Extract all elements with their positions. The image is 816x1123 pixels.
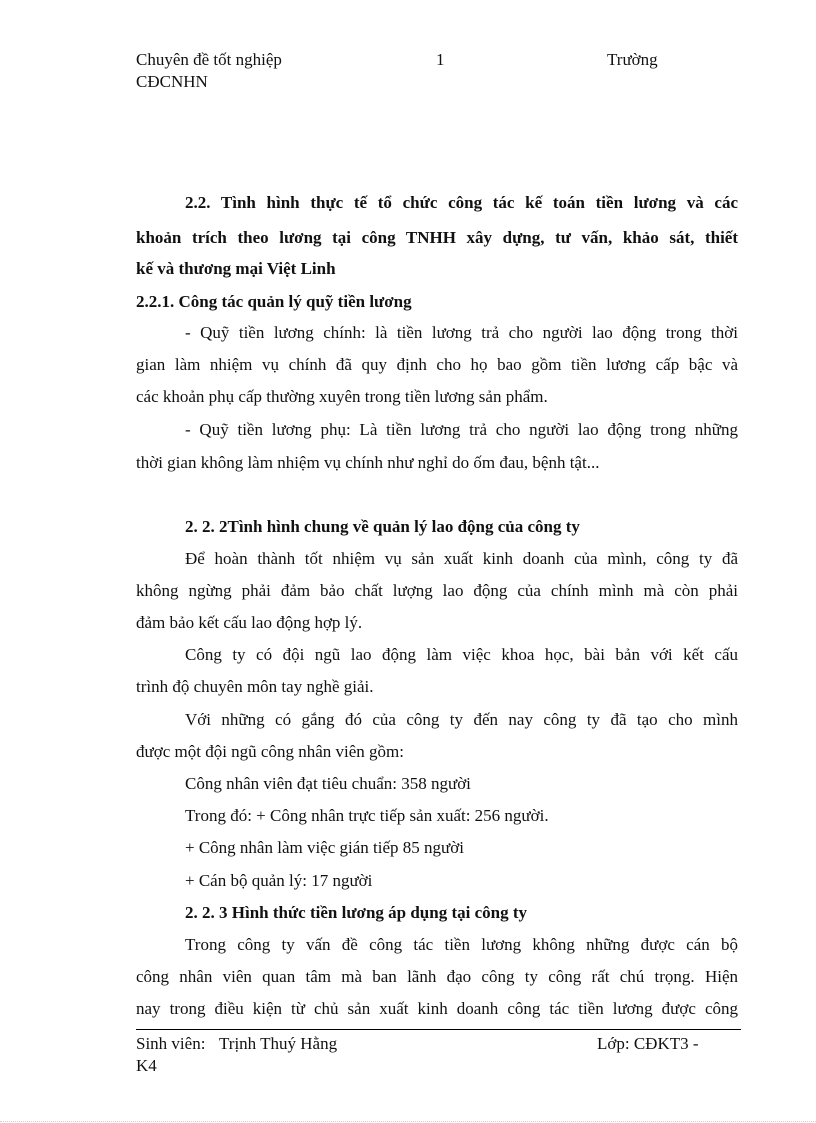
heading-2-2-1: 2.2.1. Công tác quản lý quỹ tiền lương xyxy=(136,292,412,311)
stat-managers: + Cán bộ quản lý: 17 người xyxy=(185,871,373,890)
section-title-line2: khoản trích theo lương tại công TNHH xây dựng, tư vấn, khảo sát, thiết xyxy=(136,228,738,247)
header-right: Trường xyxy=(607,50,658,69)
stat-total-staff: Công nhân viên đạt tiêu chuẩn: 358 người xyxy=(185,774,471,793)
footer-class-cont: K4 xyxy=(136,1056,157,1075)
header-left-school: CĐCNHN xyxy=(136,72,208,91)
para-team-line2: trình độ chuyên môn tay nghề giải. xyxy=(136,677,374,696)
para-sub-fund-line2: thời gian không làm nhiệm vụ chính như nghỉ do ốm đau, bệnh tật... xyxy=(136,453,600,472)
page-number: 1 xyxy=(436,50,445,69)
section-title-line3: kế và thương mại Việt Linh xyxy=(136,259,336,278)
para-labor-line1: Để hoàn thành tốt nhiệm vụ sản xuất kinh doanh của mình, công ty đã xyxy=(185,549,738,568)
footer-student-label: Sinh viên: xyxy=(136,1034,206,1053)
header-left-title: Chuyên đề tốt nghiệp xyxy=(136,50,282,69)
footer-divider xyxy=(136,1029,741,1030)
para-effort-line1: Với những có gắng đó của công ty đến nay công ty đã tạo cho mình xyxy=(185,710,738,729)
para-labor-line3: đảm bảo kết cấu lao động hợp lý. xyxy=(136,613,363,632)
para-effort-line2: được một đội ngũ công nhân viên gồm: xyxy=(136,742,404,761)
heading-2-2-3: 2. 2. 3 Hình thức tiền lương áp dụng tại công ty xyxy=(185,903,528,922)
para-labor-line2: không ngừng phải đảm bảo chất lượng lao động của chính mình mà còn phải xyxy=(136,581,738,600)
page-bottom-edge xyxy=(0,1121,816,1122)
stat-indirect-workers: + Công nhân làm việc gián tiếp 85 người xyxy=(185,838,464,857)
heading-2-2-2: 2. 2. 2Tình hình chung về quản lý lao động của công ty xyxy=(185,517,580,536)
footer-class: Lớp: CĐKT3 - xyxy=(597,1034,699,1053)
section-title-line1: 2.2. Tình hình thực tế tổ chức công tác kế toán tiền lương và các xyxy=(185,193,738,212)
para-sub-fund-line1: - Quỹ tiền lương phụ: Là tiền lương trả cho người lao động trong những xyxy=(185,420,738,439)
para-team-line1: Công ty có đội ngũ lao động làm việc khoa học, bài bản với kết cấu xyxy=(185,645,738,664)
para-main-fund-line1: - Quỹ tiền lương chính: là tiền lương trả cho người lao động trong thời xyxy=(185,323,738,342)
footer-student-name: Trịnh Thuý Hằng xyxy=(219,1034,338,1053)
para-wage-form-line1: Trong công ty vấn đề công tác tiền lương không những được cán bộ xyxy=(185,935,738,954)
para-wage-form-line2: công nhân viên quan tâm mà ban lãnh đạo công ty công rất chú trọng. Hiện xyxy=(136,967,738,986)
para-main-fund-line3: các khoản phụ cấp thường xuyên trong tiền lương sản phẩm. xyxy=(136,387,548,406)
stat-direct-workers: Trong đó: + Công nhân trực tiếp sản xuất: 256 người. xyxy=(185,806,549,825)
para-main-fund-line2: gian làm nhiệm vụ chính đã quy định cho họ bao gồm tiền lương cấp bậc và xyxy=(136,355,738,374)
para-wage-form-line3: nay trong điều kiện từ chủ sản xuất kinh doanh công tác tiền lương được công xyxy=(136,999,738,1018)
